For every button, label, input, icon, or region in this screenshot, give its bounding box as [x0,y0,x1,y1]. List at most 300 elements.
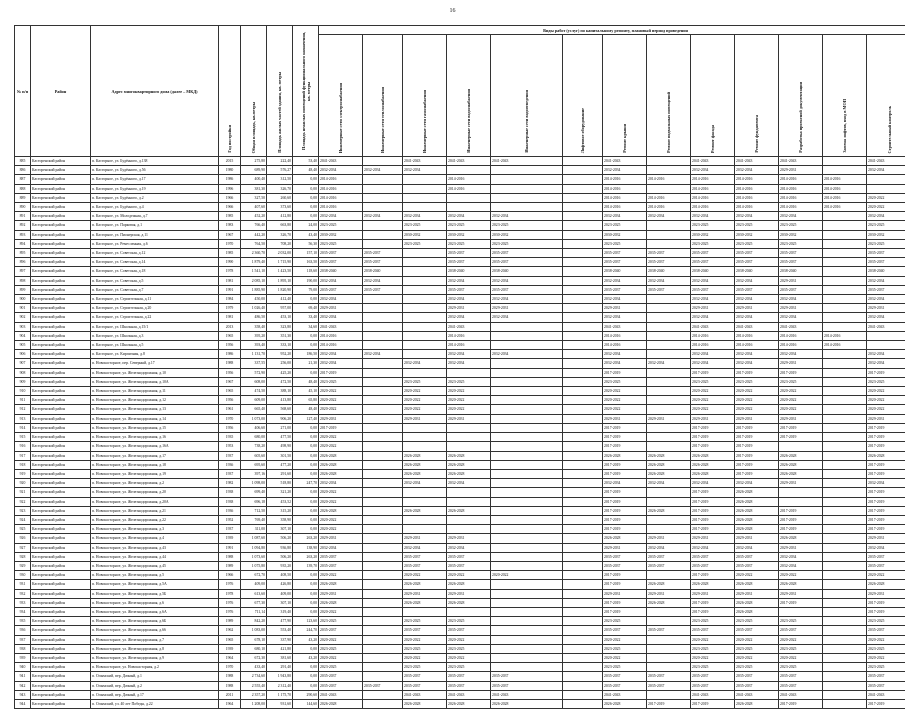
cell-work-period: 2035-2037 [691,285,735,294]
cell-no: 927 [15,543,31,552]
cell-no: 928 [15,552,31,561]
header-works-group: Виды работ (услуг) по капитальному ремонту, плановый период проведения [319,26,905,35]
cell-work-period [647,405,691,414]
header-work-8: Ремонт подвальных помещений [647,35,691,157]
cell-no: 944 [15,699,31,708]
cell-work-period: 2020-2022 [447,396,491,405]
cell-work-period: 2026-2028 [603,451,647,460]
cell-total-area: 678,10 [241,635,267,644]
cell-work-period: 2041-2043 [491,690,563,699]
cell-living-area: 351,30 [267,331,293,340]
cell-year: 1991 [219,543,241,552]
cell-work-period: 2035-2037 [647,249,691,258]
cell-work-period: 2035-2037 [735,626,779,635]
cell-work-period: 2020-2022 [779,635,823,644]
cell-year: 1986 [219,175,241,184]
cell-work-period: 2020-2022 [319,442,363,451]
cell-work-period: 2017-2019 [735,460,779,469]
cell-address: п. Новокасторное, ул. Железнодорожная, д.17 [91,451,219,460]
cell-year: 1976 [219,598,241,607]
cell-work-period: 2038-2040 [491,267,563,276]
cell-work-period: 2014-2016 [823,331,867,340]
cell-work-period: 2014-2016 [447,341,491,350]
cell-work-period [647,607,691,616]
cell-work-period: 2035-2037 [403,552,447,561]
cell-work-period [867,175,905,184]
cell-no: 900 [15,295,31,304]
table-row [15,561,905,570]
cell-work-period: 2020-2022 [867,653,905,662]
cell-living-area: 388,10 [267,387,293,396]
cell-work-period [491,617,563,626]
cell-district: Касторенский район [31,534,91,543]
cell-work-period: 2014-2016 [319,341,363,350]
cell-address: п. Новокасторное, ул. Железнодорожная, д.43 [91,543,219,552]
cell-work-period: 2035-2037 [647,672,691,681]
cell-total-area: 1 083,00 [241,626,267,635]
cell-work-period [491,561,563,570]
cell-work-period: 2017-2019 [867,699,905,708]
cell-work-period: 2030-2032 [691,230,735,239]
cell-work-period: 2032-2034 [603,359,647,368]
cell-work-period [563,515,603,524]
cell-district: Касторенский район [31,368,91,377]
cell-work-period: 2017-2019 [603,571,647,580]
cell-work-period: 2020-2022 [319,635,363,644]
table-row [15,368,905,377]
cell-work-period: 2041-2043 [319,322,363,331]
cell-work-period [363,193,403,202]
cell-work-period: 2029-2031 [691,304,735,313]
cell-work-period [363,580,403,589]
table-row [15,423,905,432]
cell-work-period [823,212,867,221]
cell-work-period: 2035-2037 [647,626,691,635]
cell-work-period: 2023-2025 [735,221,779,230]
cell-work-period [823,571,867,580]
cell-total-area: 695,60 [241,460,267,469]
cell-work-period: 2029-2031 [735,304,779,313]
cell-work-period: 2023-2025 [447,644,491,653]
cell-work-period [491,175,563,184]
cell-living-area: 425,20 [267,368,293,377]
cell-total-area: 1 026,40 [241,304,267,313]
cell-work-period: 2014-2016 [691,184,735,193]
cell-work-period [491,607,563,616]
cell-year: 1976 [219,607,241,616]
cell-work-period: 2017-2019 [779,515,823,524]
cell-work-period: 2020-2022 [403,653,447,662]
cell-work-period: 2035-2037 [363,249,403,258]
cell-work-period: 2026-2028 [735,699,779,708]
cell-work-period [823,580,867,589]
cell-work-period: 2023-2025 [867,663,905,672]
cell-district: Касторенский район [31,377,91,386]
cell-work-period: 2032-2034 [447,276,491,285]
cell-address: п. Новокасторное, ул. Железнодорожная, д.9 [91,653,219,662]
header-year: Год постройки [219,26,241,157]
cell-work-period: 2035-2037 [603,552,647,561]
cell-work-period: 2020-2022 [867,193,905,202]
cell-district: Касторенский район [31,184,91,193]
cell-work-period: 2032-2034 [735,359,779,368]
cell-work-period [563,184,603,193]
cell-district: Касторенский район [31,414,91,423]
cell-work-period: 2035-2037 [867,285,905,294]
cell-work-period: 2026-2028 [735,598,779,607]
cell-work-period: 2026-2028 [403,580,447,589]
table-row [15,184,905,193]
cell-district: Касторенский район [31,387,91,396]
cell-work-period: 2029-2031 [603,589,647,598]
cell-work-period: 2020-2022 [319,488,363,497]
cell-district: Касторенский район [31,653,91,662]
cell-work-period [403,304,447,313]
cell-no: 895 [15,249,31,258]
cell-work-period [447,166,491,175]
header-work-2: Инженерные сети теплоснабжения [363,35,403,157]
cell-total-area: 680,00 [241,433,267,442]
cell-work-period [563,193,603,202]
cell-work-period: 2020-2022 [403,635,447,644]
cell-work-period: 2035-2037 [691,681,735,690]
cell-work-period: 2026-2028 [447,460,491,469]
cell-work-period: 2014-2016 [779,193,823,202]
cell-work-period: 2026-2028 [779,451,823,460]
cell-work-period: 2029-2031 [691,414,735,423]
cell-work-period [403,295,447,304]
cell-work-period [491,469,563,478]
cell-work-period: 2032-2034 [735,479,779,488]
cell-work-period: 2029-2031 [867,304,905,313]
cell-nonliving-area: 43,40 [293,230,319,239]
cell-work-period: 2041-2043 [691,690,735,699]
cell-year: 1936 [219,460,241,469]
cell-year: 1991 [219,285,241,294]
cell-total-area: 358,40 [241,322,267,331]
cell-work-period: 2017-2019 [867,469,905,478]
cell-work-period [403,285,447,294]
cell-nonliving-area: 263,20 [293,552,319,561]
cell-district: Касторенский район [31,617,91,626]
cell-work-period: 2023-2025 [867,221,905,230]
table-row [15,552,905,561]
table-row [15,663,905,672]
cell-work-period: 2029-2031 [867,414,905,423]
cell-no: 932 [15,589,31,598]
cell-living-area: 315,20 [267,506,293,515]
cell-work-period: 2014-2016 [735,203,779,212]
cell-work-period [363,506,403,515]
cell-work-period: 2035-2037 [735,249,779,258]
cell-work-period [823,221,867,230]
cell-work-period: 2029-2031 [735,534,779,543]
cell-work-period: 2041-2043 [319,690,363,699]
table-row [15,175,905,184]
header-work-4: Инженерные сети водоснабжения [447,35,491,157]
cell-nonliving-area: 144,60 [293,699,319,708]
cell-living-area: 1 175,70 [267,690,293,699]
table-row [15,644,905,653]
cell-work-period: 2020-2022 [735,396,779,405]
cell-year: 1961 [219,405,241,414]
cell-work-period: 2041-2043 [319,157,363,166]
cell-work-period: 2023-2025 [691,377,735,386]
cell-work-period [447,488,491,497]
cell-work-period: 2035-2037 [447,285,491,294]
cell-nonliving-area: 0,00 [293,607,319,616]
cell-work-period [363,699,403,708]
table-row [15,212,905,221]
cell-work-period: 2038-2040 [867,267,905,276]
cell-work-period [403,368,447,377]
cell-living-area: 568,60 [267,405,293,414]
cell-district: Касторенский район [31,359,91,368]
capital-repair-register-table [14,25,905,709]
table-row [15,313,905,322]
cell-work-period: 2032-2034 [319,313,363,322]
cell-no: 890 [15,203,31,212]
cell-year: 1965 [219,387,241,396]
cell-district: Касторенский район [31,635,91,644]
cell-work-period [563,230,603,239]
cell-no: 885 [15,157,31,166]
cell-nonliving-area: 0,00 [293,644,319,653]
cell-total-area: 2 555,40 [241,681,267,690]
cell-work-period: 2020-2022 [319,571,363,580]
cell-work-period: 2032-2034 [867,350,905,359]
cell-nonliving-area: 0,00 [293,193,319,202]
cell-work-period: 2023-2025 [779,239,823,248]
cell-work-period [823,515,867,524]
cell-work-period: 2035-2037 [867,672,905,681]
cell-work-period [403,267,447,276]
cell-year: 1967 [219,377,241,386]
cell-work-period: 2026-2028 [779,469,823,478]
cell-living-area: 957,00 [267,304,293,313]
cell-work-period: 2029-2031 [779,414,823,423]
cell-address: п. Касторное, ул. Советская, д.18 [91,267,219,276]
cell-work-period: 2026-2028 [647,451,691,460]
cell-work-period [491,322,563,331]
table-row [15,258,905,267]
cell-work-period: 2020-2022 [691,387,735,396]
cell-work-period: 2020-2022 [319,653,363,662]
cell-work-period: 2029-2031 [447,304,491,313]
cell-work-period [563,589,603,598]
cell-no: 935 [15,617,31,626]
cell-address: п. Новокасторное, ул. Железнодорожная, д.12 [91,396,219,405]
cell-work-period: 2029-2031 [647,534,691,543]
cell-work-period [491,203,563,212]
cell-work-period [447,497,491,506]
cell-work-period [823,267,867,276]
cell-work-period: 2014-2016 [319,184,363,193]
cell-work-period: 2026-2028 [447,580,491,589]
cell-year: 1964 [219,699,241,708]
cell-work-period: 2020-2022 [319,497,363,506]
cell-work-period [563,488,603,497]
cell-work-period: 2032-2034 [403,212,447,221]
cell-work-period [823,414,867,423]
cell-work-period [647,221,691,230]
cell-work-period [491,368,563,377]
cell-no: 934 [15,607,31,616]
cell-work-period [867,331,905,340]
cell-work-period: 2017-2019 [691,598,735,607]
page-number: 16 [0,8,905,14]
cell-total-area: 406,60 [241,423,267,432]
cell-work-period: 2014-2016 [603,193,647,202]
cell-work-period: 2014-2016 [823,184,867,193]
cell-work-period: 2026-2028 [691,460,735,469]
cell-work-period: 2020-2022 [867,635,905,644]
cell-work-period [363,644,403,653]
table-row [15,359,905,368]
cell-work-period [647,488,691,497]
cell-work-period: 2032-2034 [691,359,735,368]
cell-work-period: 2032-2034 [735,166,779,175]
cell-total-area: 442,20 [241,230,267,239]
cell-work-period: 2017-2019 [867,515,905,524]
cell-work-period [563,442,603,451]
cell-work-period [491,377,563,386]
cell-work-period: 2026-2028 [447,506,491,515]
cell-work-period: 2041-2043 [779,322,823,331]
cell-work-period: 2023-2025 [779,221,823,230]
cell-living-area: 952,20 [267,350,293,359]
cell-work-period: 2026-2028 [319,580,363,589]
cell-work-period: 2026-2028 [319,460,363,469]
cell-work-period: 2032-2034 [447,479,491,488]
cell-work-period [403,350,447,359]
cell-district: Касторенский район [31,405,91,414]
cell-work-period: 2035-2037 [447,258,491,267]
cell-year: 1966 [219,193,241,202]
cell-work-period [563,313,603,322]
cell-nonliving-area: 69,40 [293,304,319,313]
cell-year: 1937 [219,451,241,460]
cell-work-period [563,543,603,552]
cell-district: Касторенский район [31,295,91,304]
cell-work-period [491,442,563,451]
cell-nonliving-area: 0,00 [293,525,319,534]
cell-work-period: 2014-2016 [603,341,647,350]
cell-district: Касторенский район [31,304,91,313]
cell-work-period: 2041-2043 [779,690,823,699]
cell-work-period: 2026-2028 [447,699,491,708]
cell-work-period: 2023-2025 [691,644,735,653]
cell-living-area: 1 895,10 [267,276,293,285]
cell-work-period [363,304,403,313]
cell-work-period [823,157,867,166]
cell-work-period: 2014-2016 [319,175,363,184]
cell-no: 899 [15,285,31,294]
cell-work-period: 2014-2016 [647,203,691,212]
cell-living-area: 1 820,90 [267,285,293,294]
cell-work-period: 2032-2034 [779,350,823,359]
cell-work-period [823,295,867,304]
cell-district: Касторенский район [31,423,91,432]
cell-work-period: 2026-2028 [319,598,363,607]
cell-no: 898 [15,276,31,285]
cell-work-period: 2014-2016 [823,341,867,350]
cell-year: 1981 [219,276,241,285]
header-no: № п/п [15,26,31,157]
cell-year: 1988 [219,552,241,561]
cell-work-period: 2020-2022 [447,635,491,644]
cell-work-period [823,607,867,616]
cell-work-period [563,479,603,488]
cell-work-period [363,414,403,423]
cell-no: 896 [15,258,31,267]
cell-work-period [491,653,563,662]
cell-no: 936 [15,626,31,635]
cell-work-period: 2035-2037 [491,258,563,267]
cell-living-area: 321,20 [267,488,293,497]
cell-work-period [491,331,563,340]
cell-work-period: 2035-2037 [319,258,363,267]
cell-work-period [823,230,867,239]
cell-year: 1965 [219,635,241,644]
cell-work-period: 2029-2031 [647,589,691,598]
cell-work-period [363,497,403,506]
cell-work-period: 2020-2022 [779,405,823,414]
cell-work-period: 2035-2037 [447,672,491,681]
cell-work-period [447,203,491,212]
cell-work-period: 2020-2022 [603,405,647,414]
cell-work-period: 2014-2016 [603,203,647,212]
cell-work-period [491,534,563,543]
cell-work-period: 2017-2019 [603,515,647,524]
cell-work-period: 2032-2034 [867,359,905,368]
cell-work-period: 2017-2019 [319,368,363,377]
cell-work-period: 2017-2019 [603,580,647,589]
cell-living-area: 323,80 [267,322,293,331]
cell-work-period: 2017-2019 [603,525,647,534]
cell-work-period: 2032-2034 [779,552,823,561]
cell-address: п. Касторное, ул. Советская, д.7 [91,285,219,294]
cell-work-period [563,663,603,672]
cell-living-area: 426,80 [267,580,293,589]
cell-address: п. Новокасторное, ул. Железнодорожная, д.10А [91,377,219,386]
cell-year: 1937 [219,525,241,534]
cell-work-period: 2026-2028 [779,580,823,589]
table-row [15,442,905,451]
cell-work-period [363,653,403,662]
cell-year: 1989 [219,617,241,626]
cell-work-period [647,239,691,248]
cell-work-period: 2032-2034 [447,295,491,304]
cell-work-period [823,626,867,635]
cell-work-period: 2035-2037 [403,681,447,690]
cell-total-area: 672,70 [241,571,267,580]
table-row [15,193,905,202]
cell-work-period: 2023-2025 [735,644,779,653]
cell-total-area: 2 357,20 [241,690,267,699]
cell-work-period: 2020-2022 [319,525,363,534]
cell-nonliving-area: 79,00 [293,285,319,294]
cell-year: 1953 [219,442,241,451]
cell-work-period: 2023-2025 [319,617,363,626]
cell-work-period: 2014-2016 [319,203,363,212]
cell-work-period: 2014-2016 [735,175,779,184]
cell-work-period [491,433,563,442]
cell-work-period [823,460,867,469]
cell-work-period: 2029-2031 [603,304,647,313]
cell-work-period: 2032-2034 [735,276,779,285]
cell-work-period: 2023-2025 [691,221,735,230]
